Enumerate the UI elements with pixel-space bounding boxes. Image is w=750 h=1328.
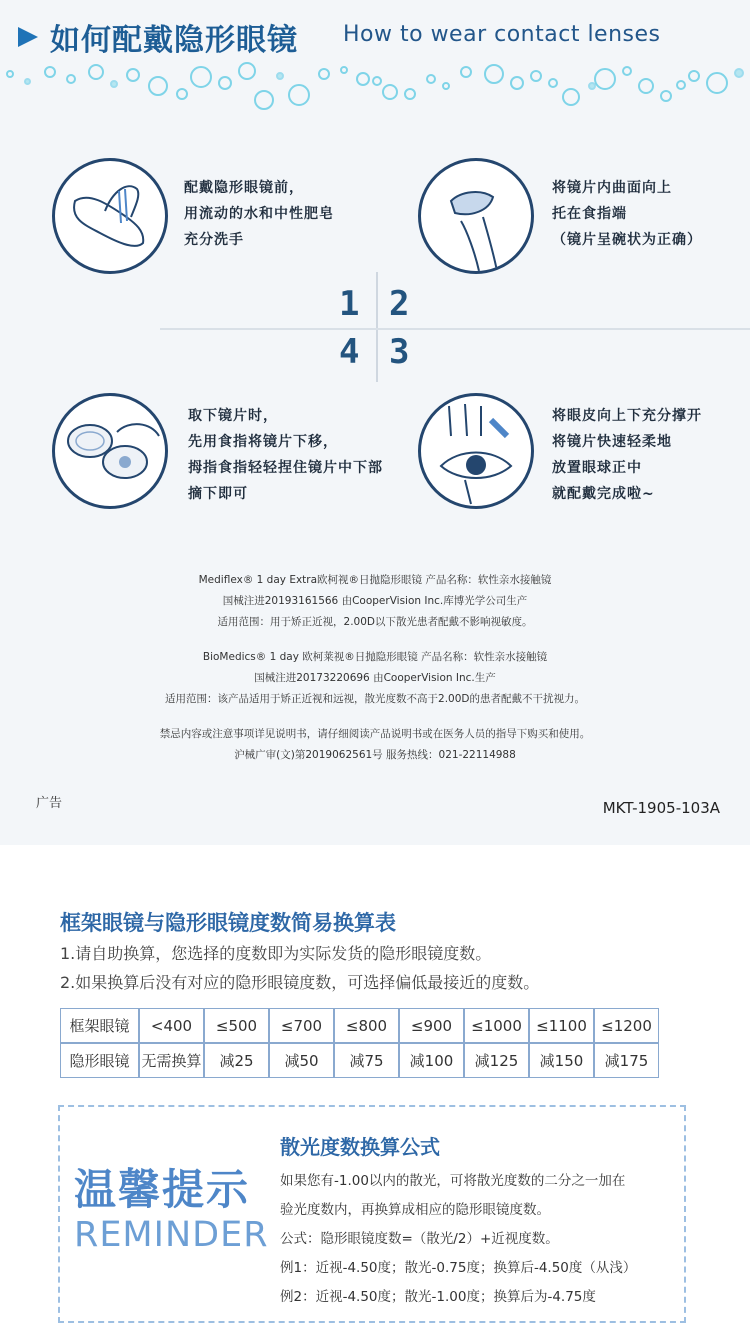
table-cell: ≤1000 — [464, 1008, 529, 1043]
step-number-4: 4 — [339, 332, 360, 372]
reminder-line: 例1：近视-4.50度；散光-0.75度；换算后-4.50度（从浅） — [280, 1260, 637, 1276]
step2-line: 将镜片内曲面向上 — [552, 180, 672, 196]
step1-illustration-icon — [52, 158, 168, 274]
step4-line: 先用食指将镜片下移， — [188, 434, 338, 450]
mkt-code: MKT-1905-103A — [602, 799, 720, 817]
ad-label: 广告 — [36, 796, 63, 811]
table-row — [60, 1008, 659, 1043]
step3-line: 将眼皮向上下充分撑开 — [552, 408, 702, 424]
step1-text — [184, 175, 334, 253]
step4-illustration-icon — [52, 393, 168, 509]
step4-line: 拇指食指轻轻捏住镜片中下部 — [188, 460, 383, 476]
legal-line: 国械注进20193161566 由CooperVision Inc.库博光学公司生产 — [222, 595, 528, 607]
step2-line: （镜片呈碗状为正确） — [552, 232, 702, 248]
table-row — [60, 1043, 659, 1078]
table-cell: ≤1100 — [529, 1008, 594, 1043]
table-cell: 减125 — [464, 1043, 529, 1078]
step3-line: 将镜片快速轻柔地 — [552, 434, 672, 450]
step-number-2: 2 — [389, 284, 410, 324]
conversion-section — [0, 845, 750, 1328]
reminder-en: REMINDER — [74, 1215, 269, 1255]
table-cell: ≤800 — [334, 1008, 399, 1043]
reminder-line: 公式：隐形眼镜度数=（散光/2）+近视度数。 — [280, 1231, 559, 1247]
step2-illustration-icon — [418, 158, 534, 274]
step3-line: 就配戴完成啦~ — [552, 486, 655, 502]
table-cell: <400 — [139, 1008, 204, 1043]
conversion-table — [60, 1008, 659, 1078]
conversion-title: 框架眼镜与隐形眼镜度数简易换算表 — [60, 911, 396, 935]
legal-line: 国械注进20173220696 由CooperVision Inc.生产 — [254, 672, 496, 684]
table-cell: 减100 — [399, 1043, 464, 1078]
legal-line: BioMedics® 1 day 欧柯莱视®日抛隐形眼镜 产品名称：软性亲水接触镜 — [202, 651, 548, 663]
title-en: How to wear contact lenses — [343, 22, 661, 47]
step1-line: 用流动的水和中性肥皂 — [184, 206, 334, 222]
section-title — [18, 14, 298, 60]
step1-line: 配戴隐形眼镜前， — [184, 180, 304, 196]
table-cell: 减50 — [269, 1043, 334, 1078]
step4-line: 取下镜片时， — [188, 408, 278, 424]
bubble-decoration — [0, 62, 750, 112]
table-cell: 减150 — [529, 1043, 594, 1078]
table-cell: 无需换算 — [139, 1043, 204, 1078]
step3-illustration-icon — [418, 393, 534, 509]
triangle-bullet-icon — [18, 27, 38, 47]
legal-line: 适用范围：用于矫正近视，2.00D以下散光患者配戴不影响视敏度。 — [217, 616, 533, 628]
step3-text — [552, 403, 702, 507]
conversion-note-2: 2.如果换算后没有对应的隐形眼镜度数，可选择偏低最接近的度数。 — [60, 973, 540, 992]
legal-line: 沪械广审(文)第2019062561号 服务热线：021-22114988 — [234, 749, 516, 761]
reminder-line: 如果您有-1.00以内的散光，可将散光度数的二分之一加在 — [280, 1173, 626, 1189]
step-number-1: 1 — [339, 284, 360, 324]
title-zh: 如何配戴隐形眼镜 — [50, 23, 298, 58]
reminder-line: 例2：近视-4.50度；散光-1.00度；换算后为-4.75度 — [280, 1289, 596, 1305]
step4-text — [188, 403, 383, 507]
table-cell: ≤900 — [399, 1008, 464, 1043]
conversion-note-1: 1.请自助换算，您选择的度数即为实际发货的隐形眼镜度数。 — [60, 944, 492, 963]
table-cell: 减25 — [204, 1043, 269, 1078]
table-cell: 框架眼镜 — [60, 1008, 139, 1043]
table-cell: 减175 — [594, 1043, 659, 1078]
step3-line: 放置眼球正中 — [552, 460, 642, 476]
reminder-body — [280, 1167, 636, 1312]
step-numbers — [333, 284, 433, 384]
reminder-zh: 温馨提示 — [74, 1165, 251, 1214]
table-cell: ≤700 — [269, 1008, 334, 1043]
legal-info — [0, 570, 750, 766]
reminder-box — [58, 1105, 686, 1323]
table-cell: ≤500 — [204, 1008, 269, 1043]
legal-line: Mediflex® 1 day Extra欧柯视®日抛隐形眼镜 产品名称：软性亲水接触镜 — [198, 574, 552, 586]
step2-line: 托在食指端 — [552, 206, 627, 222]
table-cell: ≤1200 — [594, 1008, 659, 1043]
step4-line: 摘下即可 — [188, 486, 248, 502]
table-cell: 隐形眼镜 — [60, 1043, 139, 1078]
legal-line: 适用范围：该产品适用于矫正近视和远视，散光度数不高于2.00D的患者配戴不干扰视力。 — [165, 693, 585, 705]
divider-horizontal — [160, 328, 750, 330]
table-cell: 减75 — [334, 1043, 399, 1078]
step2-text — [552, 175, 702, 253]
reminder-line: 验光度数内，再换算成相应的隐形眼镜度数。 — [280, 1202, 550, 1218]
step1-line: 充分洗手 — [184, 232, 244, 248]
legal-line: 禁忌内容或注意事项详见说明书，请仔细阅读产品说明书或在医务人员的指导下购买和使用。 — [159, 728, 591, 740]
reminder-title: 散光度数换算公式 — [280, 1135, 440, 1159]
step-number-3: 3 — [389, 332, 410, 372]
